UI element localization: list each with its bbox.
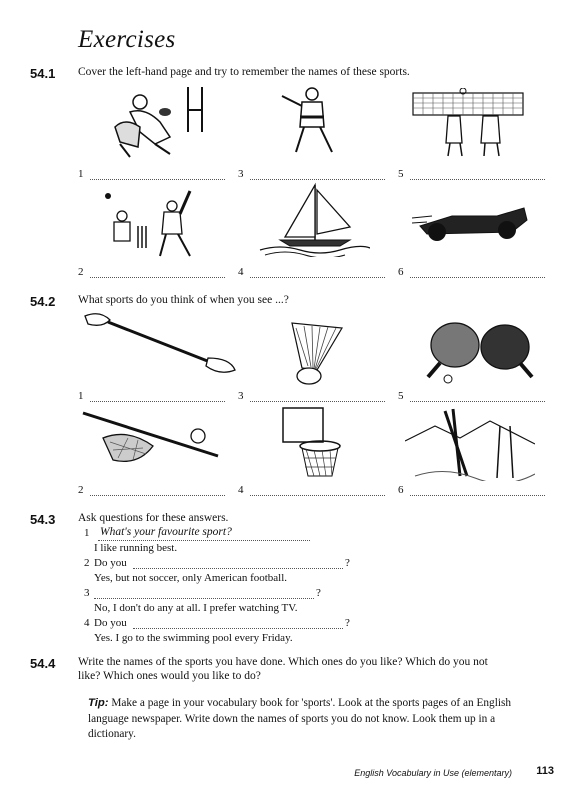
- karate-illustration: [272, 82, 352, 157]
- answer-text: Yes. I go to the swimming pool every Friday.: [94, 632, 293, 644]
- answer-line[interactable]: [133, 627, 343, 629]
- page-title: Exercises: [78, 26, 176, 53]
- question-prompt: Do you: [94, 557, 127, 569]
- answer-line[interactable]: [90, 276, 225, 278]
- answer-line[interactable]: [90, 400, 225, 402]
- tip-text: Make a page in your vocabulary book for 'sports'. Look at the sports pages of an English language newspaper. Write down the names of sports you do not know. Look them up in a dictionary.: [88, 697, 512, 740]
- answer-line[interactable]: [250, 276, 385, 278]
- answer-label: 6: [398, 484, 404, 496]
- page-number: 113: [536, 765, 554, 777]
- exercise-instruction-54-1: Cover the left-hand page and try to remember the names of these sports.: [78, 66, 410, 78]
- answer-label: 2: [78, 484, 84, 496]
- answer-label: 3: [238, 168, 244, 180]
- exercise-instruction-54-3: Ask questions for these answers.: [78, 512, 229, 524]
- answer-label: 4: [238, 484, 244, 496]
- exercise-instruction-54-4-line1: Write the names of the sports you have done. Which ones do you like? Which do you not: [78, 656, 488, 668]
- question-number: 1: [84, 527, 90, 539]
- answer-line[interactable]: [410, 494, 545, 496]
- question-number: 3: [84, 587, 90, 599]
- exercise-instruction-54-2: What sports do you think of when you see ...?: [78, 294, 289, 306]
- answer-text: No, I don't do any at all. I prefer watching TV.: [94, 602, 298, 614]
- answer-line[interactable]: [94, 597, 314, 599]
- question-number: 2: [84, 557, 90, 569]
- answer-line[interactable]: [250, 400, 385, 402]
- answer-text: Yes, but not soccer, only American football.: [94, 572, 288, 584]
- sailing-illustration: [255, 182, 370, 257]
- volleyball-illustration: [408, 88, 528, 158]
- answer-line[interactable]: [410, 276, 545, 278]
- exercise-number-54-4: 54.4: [30, 656, 56, 671]
- answer-line[interactable]: [250, 178, 385, 180]
- tip-box: [88, 696, 543, 743]
- answer-line[interactable]: [410, 178, 545, 180]
- tip-label: Tip:: [88, 697, 109, 709]
- answer-line[interactable]: [410, 400, 545, 402]
- answer-label: 3: [238, 390, 244, 402]
- answer-text: I like running best.: [94, 542, 178, 554]
- cricket-illustration: [100, 186, 210, 261]
- exercise-instruction-54-4-line2: like? Which ones would you like to do?: [78, 670, 261, 682]
- question-mark: ?: [345, 617, 350, 629]
- answer-line: [98, 539, 310, 541]
- answer-label: 1: [78, 390, 84, 402]
- question-prompt: Do you: [94, 617, 127, 629]
- exercise-number-54-3: 54.3: [30, 512, 56, 527]
- answer-line[interactable]: [133, 567, 343, 569]
- basketball-hoop-illustration: [278, 406, 348, 481]
- answer-label: 4: [238, 266, 244, 278]
- lacrosse-stick-illustration: [78, 408, 228, 473]
- answer-label: 5: [398, 390, 404, 402]
- answer-label: 1: [78, 168, 84, 180]
- question-mark: ?: [316, 587, 321, 599]
- answer-line[interactable]: [250, 494, 385, 496]
- answer-line[interactable]: [90, 178, 225, 180]
- handwritten-example: What's your favourite sport?: [100, 526, 232, 538]
- answer-label: 5: [398, 168, 404, 180]
- paddle-illustration: [80, 308, 240, 378]
- answer-label: 2: [78, 266, 84, 278]
- exercise-number-54-2: 54.2: [30, 294, 56, 309]
- motor-racing-illustration: [412, 198, 532, 248]
- table-tennis-bats-illustration: [420, 315, 540, 385]
- book-title-footer: English Vocabulary in Use (elementary): [354, 768, 512, 778]
- answer-label: 6: [398, 266, 404, 278]
- question-number: 4: [84, 617, 90, 629]
- question-mark: ?: [345, 557, 350, 569]
- shuttlecock-illustration: [282, 318, 352, 386]
- exercise-number-54-1: 54.1: [30, 66, 56, 81]
- skiing-illustration: [405, 406, 535, 481]
- answer-line[interactable]: [90, 494, 225, 496]
- rugby-illustration: [100, 82, 220, 162]
